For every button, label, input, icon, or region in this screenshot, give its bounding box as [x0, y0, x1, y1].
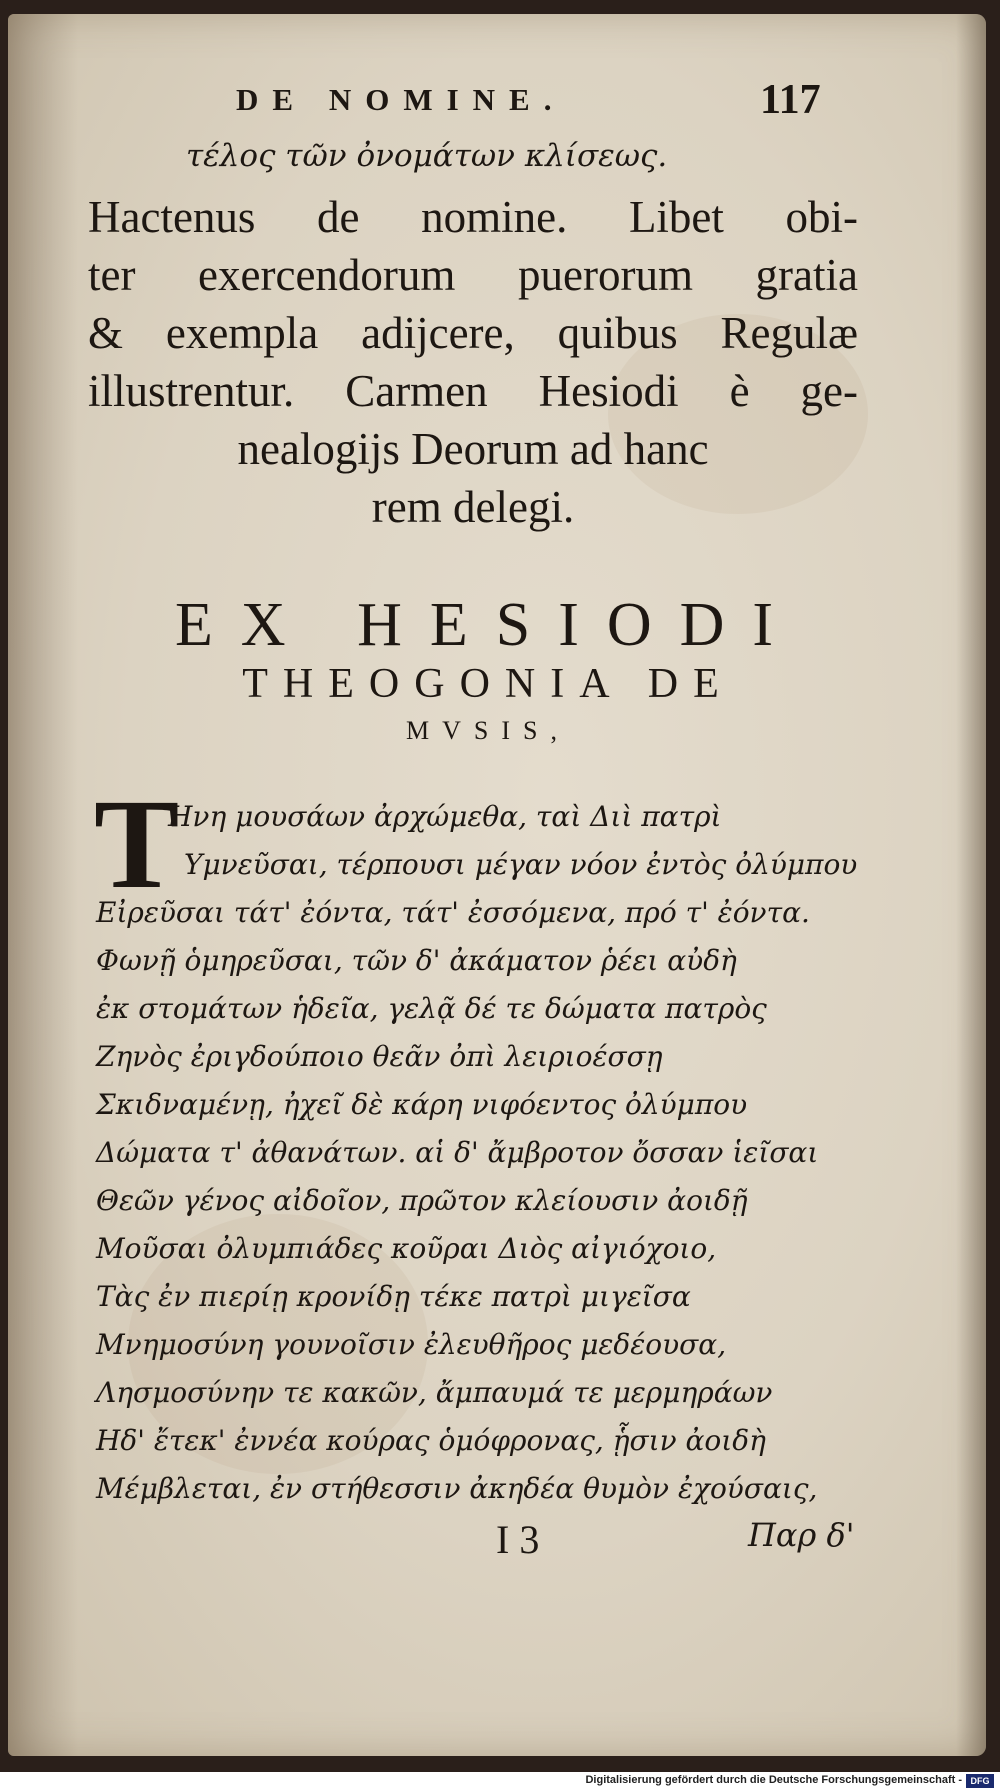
poem-line: Ζηνὸς ἐριγδούποιο θεᾶν ὀπὶ λειριοέσσῃ: [96, 1040, 663, 1073]
poem-line: Θεῶν γένος αἰδοῖον, πρῶτον κλείουσιν ἀοιδῇ: [96, 1184, 748, 1217]
latin-line: nealogijs Deorum ad hanc: [237, 424, 709, 474]
poem-line: Μνημοσύνη γουνοῖσιν ἐλευθῆρος μεδέουσα,: [96, 1328, 727, 1361]
greek-colophon: τέλος τῶν ὀνομάτων κλίσεως.: [186, 138, 668, 174]
poem-line: Εἰρεῦσαι τάτ' ἐόντα, τάτ' ἐσσόμενα, πρό τ' ἐόντα.: [96, 896, 810, 929]
poem-line: Φωνῇ ὁμηρεῦσαι, τῶν δ' ἀκάματον ῥέει αὐδὴ: [96, 944, 737, 977]
book-page: [8, 14, 986, 1756]
poem-line: Τὰς ἐν πιερίῃ κρονίδῃ τέκε πατρὶ μιγεῖσα: [96, 1280, 691, 1313]
section-title-line3: MVSIS,: [406, 716, 570, 745]
poem-line: Μοῦσαι ὀλυμπιάδες κοῦραι Διὸς αἰγιόχοιο,: [96, 1232, 717, 1265]
digitization-footer: [0, 1772, 1000, 1792]
page-header: [8, 76, 986, 126]
latin-line: rem delegi.: [371, 482, 575, 532]
page-number: 117: [760, 77, 821, 123]
dfg-logo-icon: DFG: [966, 1774, 994, 1788]
poem-line: Υμνεῦσαι, τέρπουσι μέγαν νόον ἐντὸς ὀλύμπου: [184, 848, 858, 881]
latin-line: ter exercendorum puerorum gratia: [88, 250, 858, 300]
drop-cap: T: [94, 773, 180, 915]
poem-line: Μέμβλεται, ἐν στήθεσσιν ἀκηδέα θυμὸν ἐχούσαις,: [96, 1472, 818, 1505]
latin-paragraph: [88, 188, 858, 536]
poem-line: ἐκ στομάτων ἡδεῖα, γελᾷ δέ τε δώματα πατρὸς: [96, 992, 767, 1025]
poem-line: Ηδ' ἔτεκ' ἐννέα κούρας ὁμόφρονας, ᾗσιν ἀοιδὴ: [96, 1424, 766, 1457]
latin-line: & exempla adijcere, quibus Regulæ: [88, 308, 858, 358]
section-title-line1: EX HESIODI: [174, 591, 802, 659]
signature-mark: I 3: [496, 1517, 540, 1562]
latin-line: illustrentur. Carmen Hesiodi è ge-: [88, 366, 858, 416]
latin-line: Hactenus de nomine. Libet obi-: [88, 192, 858, 242]
poem-line: Δώματα τ' ἀθανάτων. αἱ δ' ἄμβροτον ὄσσαν ἱεῖσαι: [96, 1136, 819, 1169]
footer-credit: Digitalisierung gefördert durch die Deutsche Forschungsgemeinschaft -: [585, 1774, 962, 1786]
section-title-line2: THEOGONIA DE: [242, 661, 734, 707]
poem-line: Λησμοσύνην τε κακῶν, ἄμπαυμά τε μερμηράων: [96, 1376, 773, 1409]
poem-line: Σκιδναμένῃ, ἠχεῖ δὲ κάρη νιφόεντος ὀλύμπου: [96, 1088, 748, 1121]
running-head: DE NOMINE.: [236, 82, 566, 117]
catchword: Παρ δ': [748, 1516, 855, 1554]
poem-line: Ηνη μουσάων ἀρχώμεθα, ταὶ Διὶ πατρὶ: [168, 800, 722, 833]
